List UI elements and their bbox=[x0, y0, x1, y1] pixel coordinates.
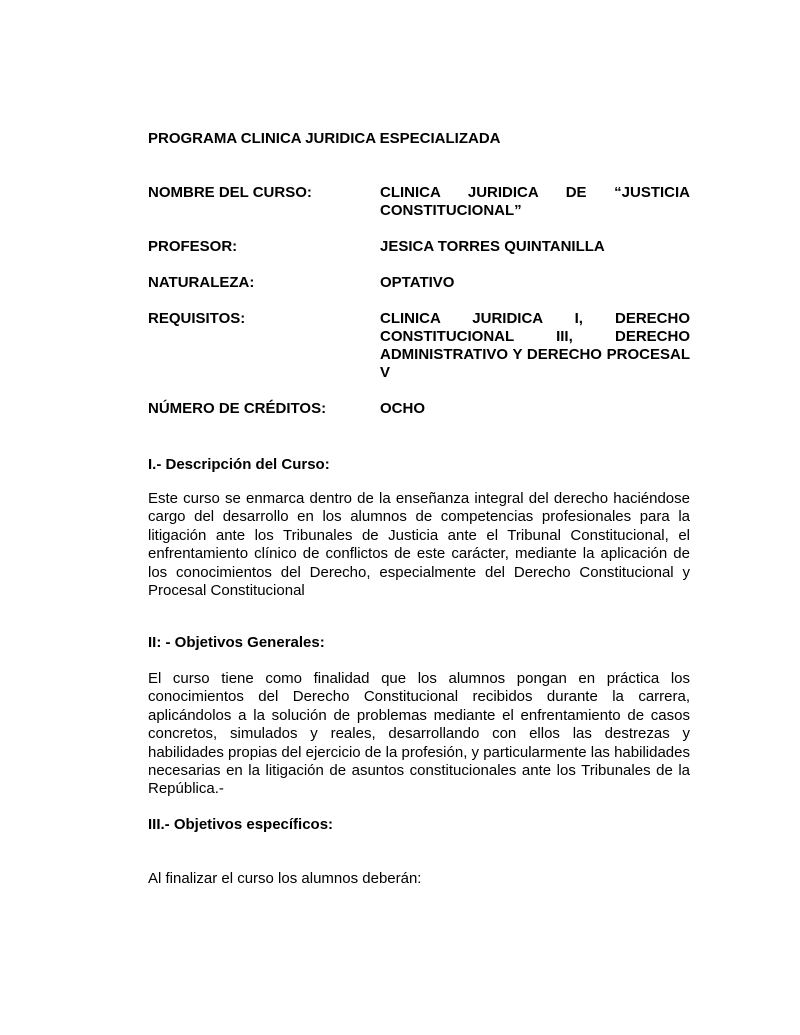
nature-label: NATURALEZA: bbox=[148, 274, 255, 291]
section-heading-specific-objectives: III.- Objetivos específicos: bbox=[148, 816, 334, 833]
course-name-label: NOMBRE DEL CURSO: bbox=[148, 184, 312, 201]
section-text-general-objectives: El curso tiene como finalidad que los alumnos pongan en práctica los conocimientos del Derecho Constitucional recibidos durante la carrera, aplicándolos a la solución de problemas mediante el enfrentamiento de casos concretos, simulados y reales, desarrollando con ellos las destrezas y habilidades propias del ejercicio de la profesión, y particularmente las habilidades necesarias en la litigación de asuntos constitucionales ante los Tribunales de la República.- bbox=[148, 670, 690, 798]
section-text-description: Este curso se enmarca dentro de la enseñanza integral del derecho haciéndose cargo del desarrollo en los alumnos de competencias profesionales para la litigación ante los Tribunales de Justicia ante el Tribunal Constitucional, el enfrentamiento clínico de conflictos de este carácter, mediante la aplicación de los conocimientos del Derecho, especialmente del Derecho Constitucional y Procesal Constitucional bbox=[148, 490, 690, 600]
requirements-label: REQUISITOS: bbox=[148, 310, 246, 327]
professor-label: PROFESOR: bbox=[148, 238, 238, 255]
section-heading-description: I.- Descripción del Curso: bbox=[148, 456, 330, 473]
credits-label: NÚMERO DE CRÉDITOS: bbox=[148, 400, 327, 417]
requirements-value: CLINICA JURIDICA I, DERECHO CONSTITUCIONAL III, DERECHO ADMINISTRATIVO Y DERECHO PROCESAL V bbox=[380, 310, 690, 381]
course-name-value: CLINICA JURIDICA DE “JUSTICIA CONSTITUCIONAL” bbox=[380, 184, 690, 219]
document-title: PROGRAMA CLINICA JURIDICA ESPECIALIZADA bbox=[148, 130, 501, 147]
credits-value: OCHO bbox=[380, 400, 425, 417]
document-page bbox=[148, 0, 690, 1035]
professor-value: JESICA TORRES QUINTANILLA bbox=[380, 238, 605, 255]
section-text-specific-objectives: Al finalizar el curso los alumnos deberán: bbox=[148, 870, 422, 887]
section-heading-general-objectives: II: - Objetivos Generales: bbox=[148, 634, 325, 651]
nature-value: OPTATIVO bbox=[380, 274, 455, 291]
